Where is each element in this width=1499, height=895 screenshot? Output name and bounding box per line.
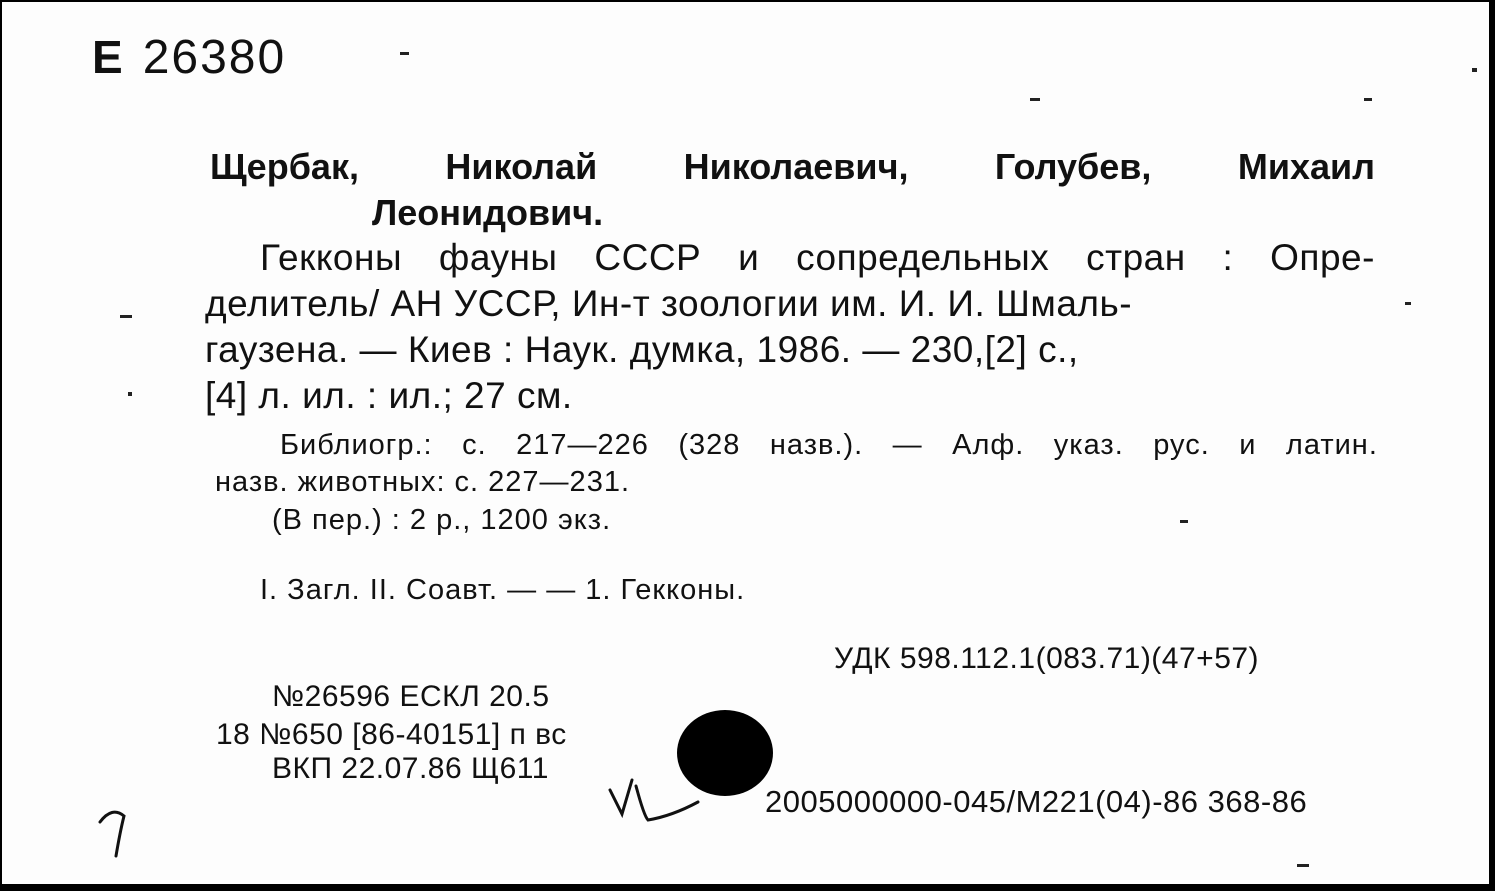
description-word: фауны: [438, 237, 558, 278]
pencil-check-mark: [602, 772, 712, 832]
description-word: и: [738, 237, 760, 278]
binding-price-note: (В пер.) : 2 р., 1200 экз.: [272, 504, 612, 536]
description-word: СССР: [594, 237, 702, 278]
note-word: и: [1239, 429, 1257, 461]
note-word: Библиогр.:: [280, 429, 433, 461]
description-word: Опре-: [1270, 237, 1375, 278]
note-word: с.: [462, 429, 487, 461]
author-word: Щербак,: [210, 146, 359, 187]
inventory-prefix: Е: [92, 31, 125, 83]
dust-speck: [400, 52, 409, 55]
dust-speck: [128, 392, 132, 396]
dust-speck: [1364, 98, 1372, 101]
dust-speck: [1180, 520, 1188, 523]
note-word: указ.: [1053, 429, 1124, 461]
card-code: 2005000000-045/М221(04)-86 368-86: [765, 784, 1308, 819]
author-word: Михаил: [1237, 146, 1375, 187]
note-word: латин.: [1285, 429, 1378, 461]
note-word: —: [892, 429, 923, 461]
udc-classification: УДК 598.112.1(083.71)(47+57): [834, 642, 1260, 675]
dust-speck: [120, 315, 132, 318]
description-word: :: [1222, 237, 1234, 278]
description-line-3: гаузена. — Киев : Наук. думка, 1986. — 230,[2] с.,: [205, 329, 1079, 370]
dust-speck: [1297, 864, 1309, 867]
dust-speck: [1030, 98, 1040, 101]
description-line-2: делитель/ АН УССР, Ин-т зоологии им. И. И. Шмаль-: [205, 283, 1133, 324]
inventory-number: [92, 30, 286, 85]
bibliography-note-line-1: [280, 429, 1378, 462]
note-word: 217—226: [516, 429, 649, 461]
note-word: назв.).: [769, 429, 864, 461]
note-word: (328: [678, 429, 741, 461]
description-word: сопредельных: [796, 237, 1050, 278]
production-line-3: ВКП 22.07.86 Щ611: [272, 752, 549, 785]
production-line-1: №26596 ЕСКЛ 20.5: [272, 680, 550, 713]
authors-heading-line1: [210, 146, 1375, 188]
note-word: Алф.: [952, 429, 1025, 461]
author-word: Николаевич,: [683, 146, 909, 187]
production-line-2: 18 №650 [86-40151] п вс: [216, 718, 567, 751]
description-line-1: [260, 237, 1375, 279]
dust-speck: [1472, 68, 1477, 72]
tracings: I. Загл. II. Соавт. — — 1. Гекконы.: [260, 574, 746, 606]
bibliography-note-line-2: назв. животных: с. 227—231.: [215, 466, 631, 498]
description-line-4: [4] л. ил. : ил.; 27 см.: [205, 375, 573, 416]
author-word: Николай: [445, 146, 598, 187]
handwritten-sequence-mark: [94, 802, 154, 862]
inventory-number-value: 26380: [142, 31, 287, 84]
author-word: Голубев,: [994, 146, 1152, 187]
description-word: стран: [1086, 237, 1186, 278]
dust-speck: [1405, 302, 1411, 305]
description-word: Гекконы: [260, 237, 403, 278]
note-word: рус.: [1153, 429, 1210, 461]
authors-heading-line2: Леонидович.: [372, 192, 604, 233]
